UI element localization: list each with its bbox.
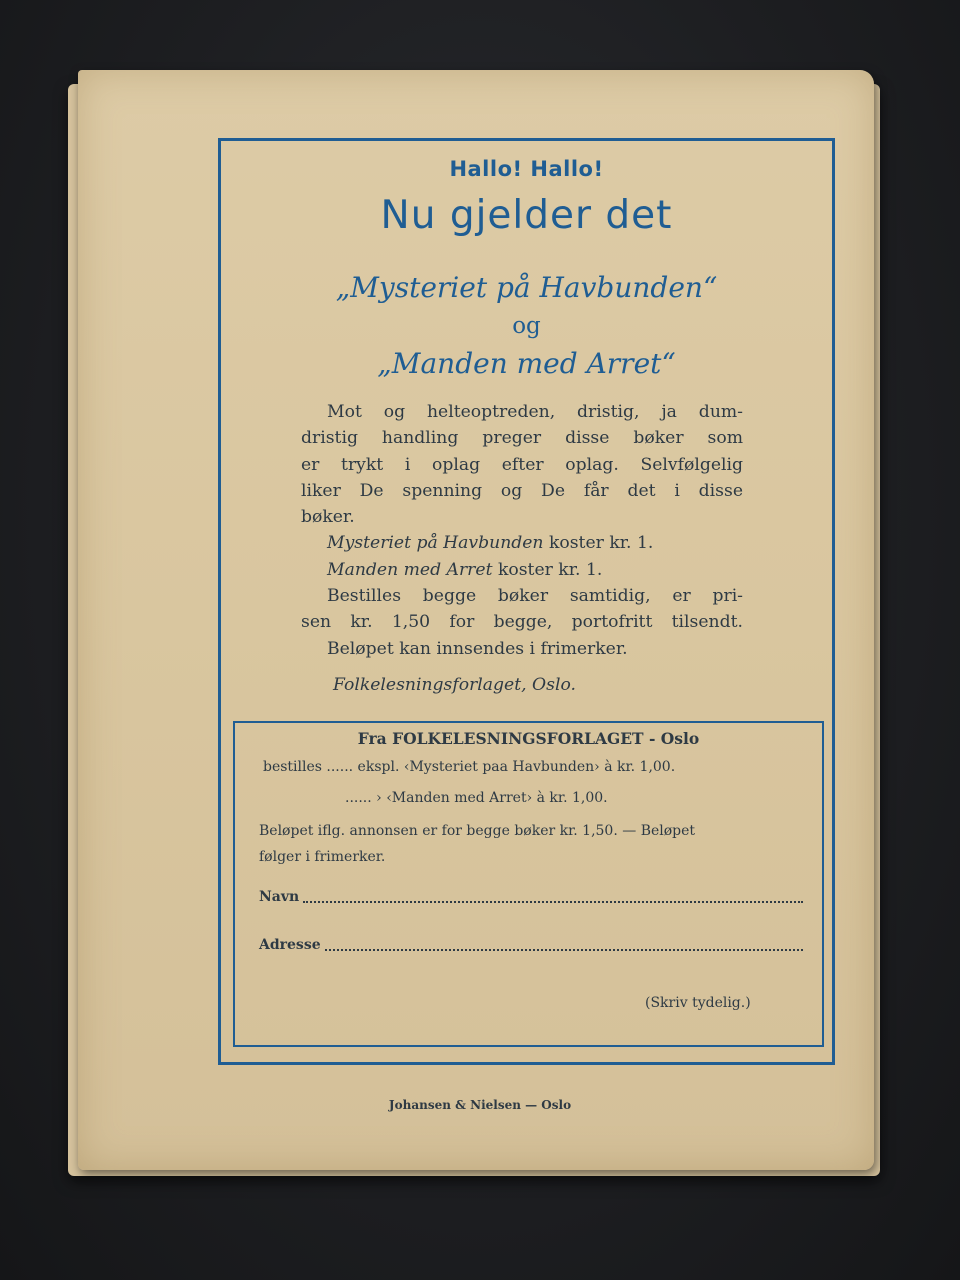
publisher-signature: Folkelesningsforlaget, Oslo. xyxy=(333,674,576,695)
order-row-1: bestilles ...... ekspl. ‹Mysteriet paa Havbunden› à kr. 1,00. xyxy=(263,759,676,775)
stamps-line: Beløpet kan innsendes i frimerker. xyxy=(327,638,628,659)
advertisement-frame xyxy=(218,138,835,1065)
printer-imprint: Johansen & Nielsen — Oslo xyxy=(388,1098,572,1112)
price-text-1: koster kr. 1. xyxy=(543,533,654,554)
body-line: Mot og helteoptreden, dristig, ja dum- xyxy=(327,402,743,422)
price-title-1: Mysteriet på Havbunden xyxy=(327,533,544,554)
price-text-2: koster kr. 1. xyxy=(492,559,603,580)
write-clearly-note: (Skriv tydelig.) xyxy=(645,995,751,1011)
order-note: følger i frimerker. xyxy=(259,849,386,865)
body-line: er trykt i oplag efter oplag. Selvfølgelig xyxy=(301,454,743,475)
price-title-2: Manden med Arret xyxy=(327,559,493,580)
book-title-1: „Mysteriet på Havbunden“ xyxy=(335,271,718,304)
order-form xyxy=(233,721,824,1047)
conjunction: og xyxy=(512,313,541,339)
order-row-2: ...... › ‹Manden med Arret› à kr. 1,00. xyxy=(345,790,608,806)
price-line-1 xyxy=(301,530,743,556)
order-form-title: Fra FOLKELESNINGSFORLAGET - Oslo xyxy=(357,729,700,748)
headline: Nu gjelder det xyxy=(380,193,673,238)
address-label: Adresse xyxy=(259,937,321,953)
name-label: Navn xyxy=(259,889,300,905)
body-line: bøker. xyxy=(301,507,355,528)
price-line-2 xyxy=(301,557,743,583)
ad-body xyxy=(301,399,743,698)
hallo-heading: Hallo! Hallo! xyxy=(449,157,604,181)
combo-line: Bestilles begge bøker samtidig, er pri- xyxy=(327,586,743,607)
combo-line: sen kr. 1,50 for begge, portofritt tilsendt. xyxy=(301,612,743,633)
book-title-2: „Manden med Arret“ xyxy=(377,347,676,380)
address-field[interactable] xyxy=(325,935,803,951)
body-line: dristig handling preger disse bøker som xyxy=(301,428,743,449)
name-field[interactable] xyxy=(303,887,803,903)
body-line: liker De spenning og De får det i disse xyxy=(301,480,743,501)
order-note: Beløpet iflg. annonsen er for begge bøker kr. 1,50. — Beløpet xyxy=(259,823,696,839)
